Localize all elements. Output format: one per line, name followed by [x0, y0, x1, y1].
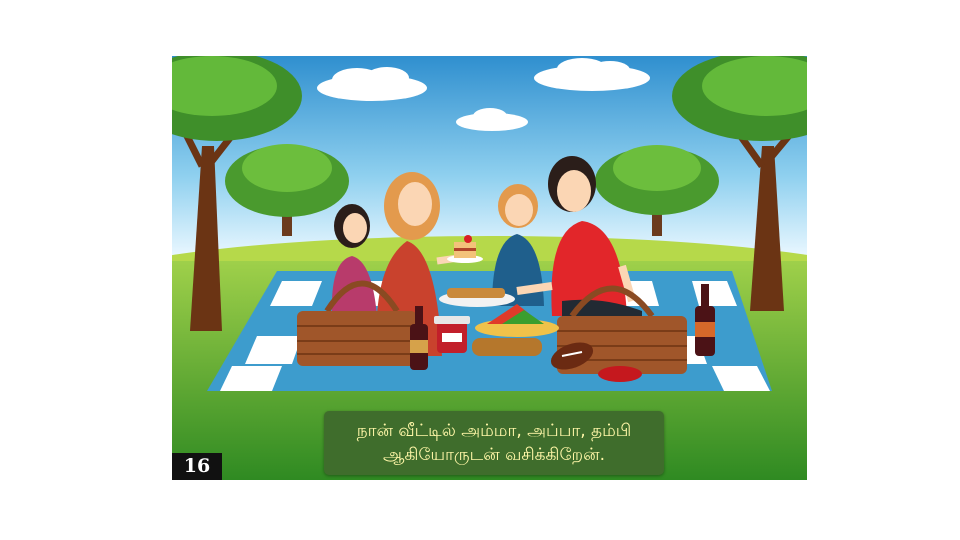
- bread: [472, 338, 542, 356]
- frisbee: [598, 366, 642, 382]
- caption-line-2: ஆகியோருடன் வசிக்கிறேன்.: [382, 445, 606, 465]
- jam-jar: [434, 316, 470, 353]
- storybook-page: [172, 56, 807, 480]
- sandwiches-plate: [439, 288, 515, 307]
- caption-line-1: நான் வீட்டில் அம்மா, அப்பா, தம்பி: [356, 421, 632, 441]
- page-number: 16: [172, 453, 222, 480]
- story-caption: [324, 411, 664, 475]
